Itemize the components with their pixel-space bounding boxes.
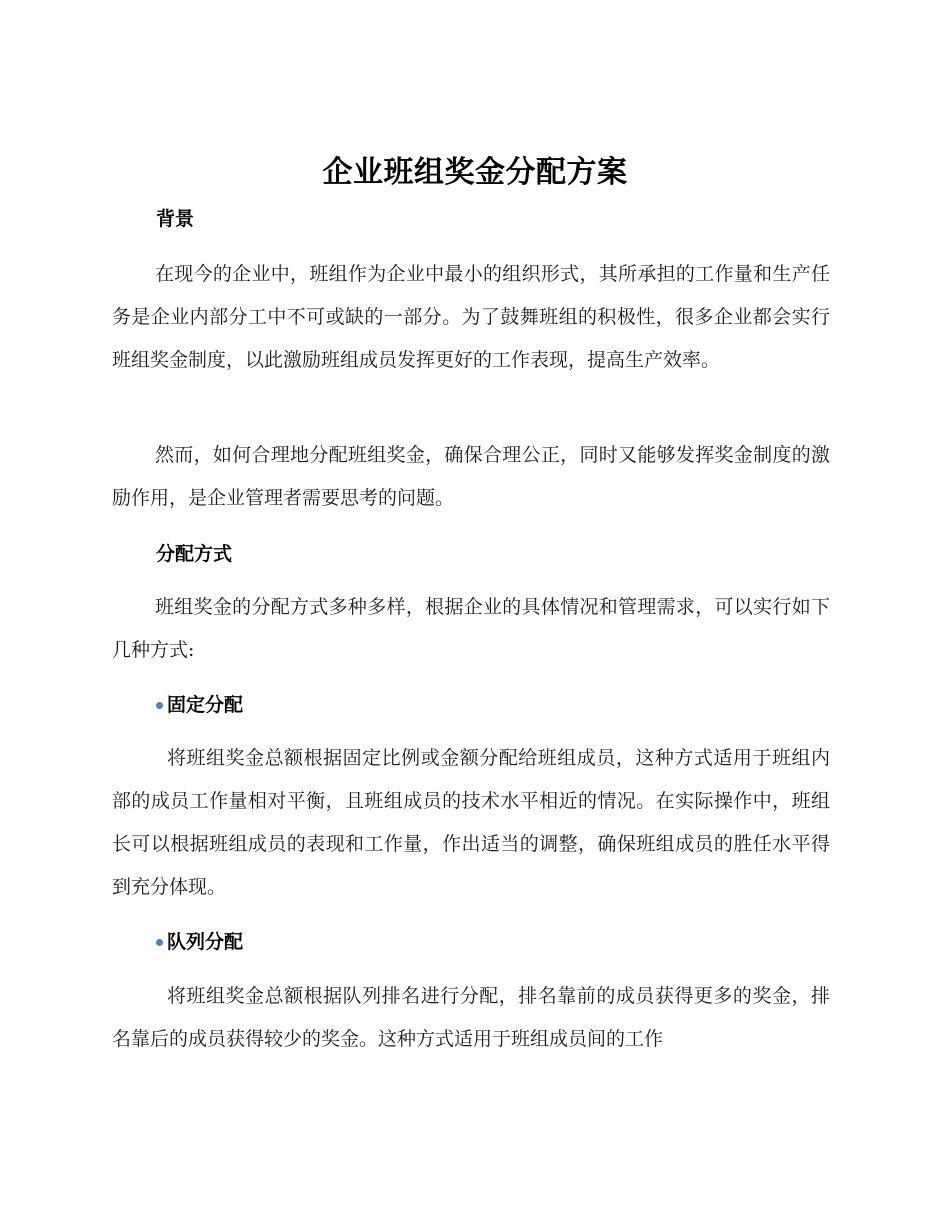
method-heading-fixed <box>156 692 243 718</box>
section-heading-distribution: 分配方式 <box>156 543 233 565</box>
method-heading-fixed-label: 固定分配 <box>167 694 244 716</box>
section-heading-background: 背景 <box>156 208 195 230</box>
document-title: 企业班组奖金分配方案 <box>322 155 628 190</box>
method-heading-queue-label: 队列分配 <box>167 931 244 953</box>
method-fixed-paragraph: 将班组奖金总额根据固定比例或金额分配给班组成员，这种方式适用于班组内部的成员工作量相对平衡，且班组成员的技术水平相近的情况。在实际操作中，班组长可以根据班组成员的表现和工作量，作出适当的调整，确保班组成员的胜任水平得到充分体现。 <box>112 747 830 898</box>
method-heading-queue <box>156 929 243 955</box>
background-paragraph-2: 然而，如何合理地分配班组奖金，确保合理公正，同时又能够发挥奖金制度的激励作用，是企业管理者需要思考的问题。 <box>112 444 830 509</box>
bullet-dot-icon <box>156 702 163 709</box>
method-queue-paragraph: 将班组奖金总额根据队列排名进行分配，排名靠前的成员获得更多的奖金，排名靠后的成员获得较少的奖金。这种方式适用于班组成员间的工作 <box>112 985 830 1050</box>
background-paragraph-1: 在现今的企业中，班组作为企业中最小的组织形式，其所承担的工作量和生产任务是企业内部分工中不可或缺的一部分。为了鼓舞班组的积极性，很多企业都会实行班组奖金制度，以此激励班组成员发挥更好的工作表现，提高生产效率。 <box>112 263 830 371</box>
distribution-intro-paragraph: 班组奖金的分配方式多种多样，根据企业的具体情况和管理需求，可以实行如下几种方式: <box>112 596 830 661</box>
bullet-dot-icon <box>156 939 163 946</box>
